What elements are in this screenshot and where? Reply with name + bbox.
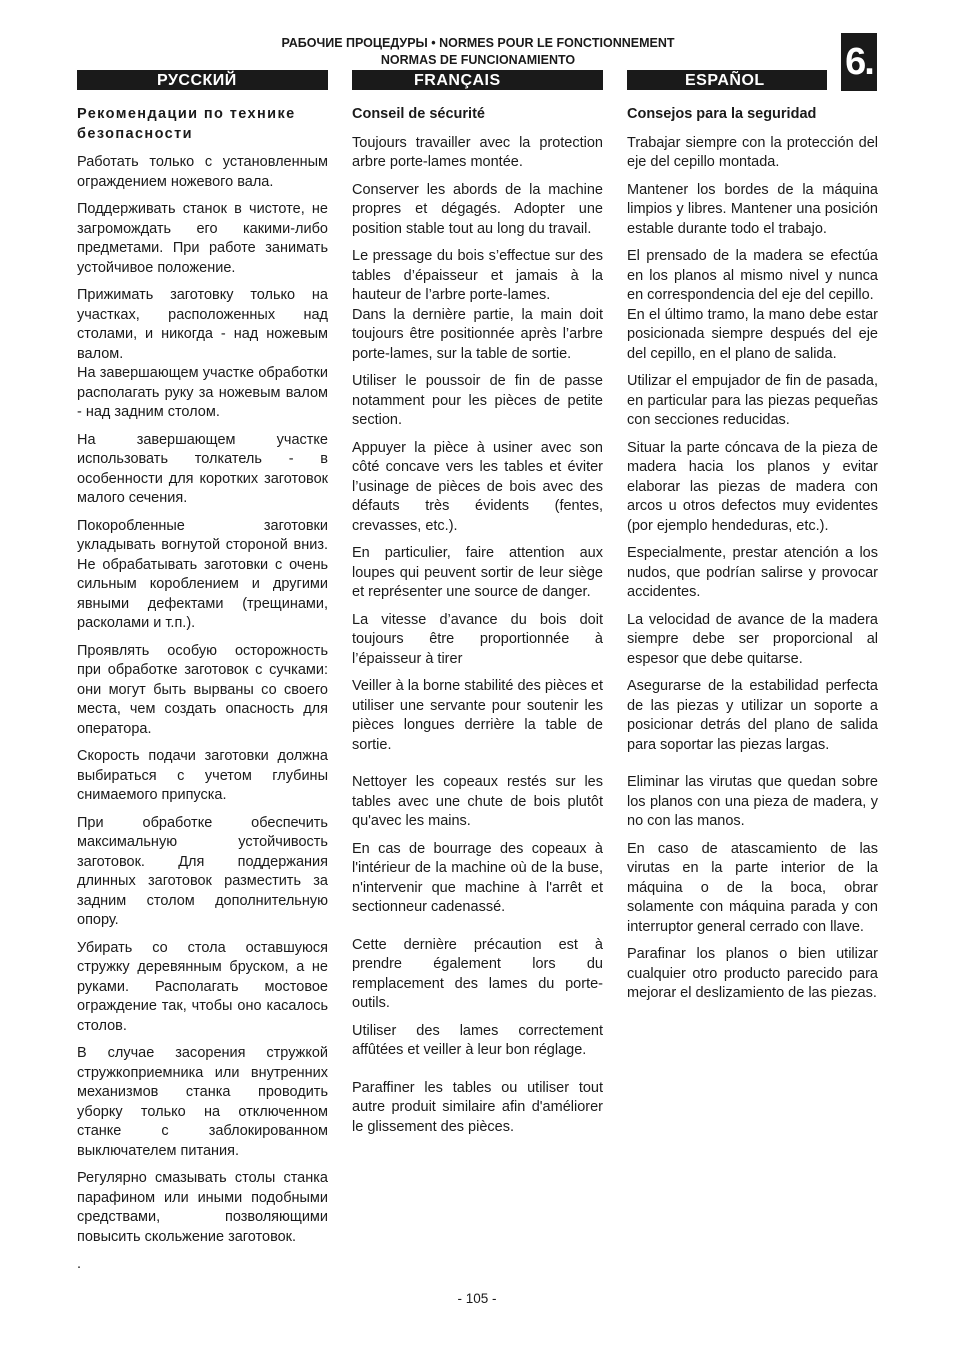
- chapter-number-tab: 6.: [841, 33, 877, 91]
- paragraph: Trabajar siempre con la protección del eje del cepillo montada.: [627, 134, 878, 170]
- paragraph: Mantener los bordes de la máquina limpios y libres. Mantener una posición estable durante todo el trabajo.: [627, 181, 878, 237]
- paragraph: Eliminar las virutas que quedan sobre los planos con una pieza de madera, y no con las manos.: [627, 774, 878, 829]
- paragraph: Работать только с установленным ограждением ножевого вала.: [77, 154, 328, 190]
- paragraph: Прижимать заготовку только на участках, расположенных над столами, и никогда - над ножевым валом. На завершающем участке обработки располагать руку за ножевым валом - над задним столом.: [77, 287, 328, 420]
- paragraph: Appuyer la pièce à usiner avec son côté concave vers les tables et éviter l’usinage de pièces de bois avec des défauts très évidents (fentes, crevasses, etc.).: [352, 439, 603, 534]
- column-french: [352, 70, 603, 1145]
- page-number: - 105 -: [457, 1291, 497, 1306]
- header-line-1: РАБОЧИЕ ПРОЦЕДУРЫ • NORMES POUR LE FONCTIONNEMENT: [281, 36, 675, 50]
- paragraph: Поддерживать станок в чистоте, не загромождать его какими-либо предметами. При работе занимать устойчивое положение.: [77, 201, 328, 276]
- paragraph: Скорость подачи заготовки должна выбираться с учетом глубины снимаемого припуска.: [77, 748, 328, 803]
- paragraph: На завершающем участке использовать толкатель - в особенности для коротких заготовок малого сечения.: [77, 431, 328, 506]
- paragraph: En cas de bourrage des copeaux à l'intérieur de la machine où de la buse, n'intervenir que machine à l'arrêt et sectionneur cadenassé.: [352, 840, 603, 915]
- paragraph: Регулярно смазывать столы станка парафином или иными подобными средствами, позволяющими повысить скольжение заготовок.: [77, 1170, 328, 1245]
- paragraph: Utiliser le poussoir de fin de passe notamment pour les pièces de petite section.: [352, 373, 603, 428]
- paragraph: Asegurarse de la estabilidad perfecta de las piezas y utilizar un soporte a posicionar detrás del plano de salida para soportar las piezas largas.: [627, 678, 878, 753]
- column-spanish: [627, 70, 878, 1012]
- paragraph: Toujours travailler avec la protection arbre porte-lames montée.: [352, 134, 603, 170]
- page-header: [200, 35, 756, 69]
- paragraph: Проявлять особую осторожность при обработке заготовок с сучками: они могут быть вырваны со своего места, чем создать опасность для оператора.: [77, 642, 328, 737]
- paragraph: La vitesse d’avance du bois doit toujours être proportionnée à l’épaisseur à tirer: [352, 611, 603, 667]
- paragraph: При обработке обеспечить максимальную устойчивость заготовок. Для поддержания длинных заготовок разместить за задним столом дополнительную опору.: [77, 814, 328, 928]
- paragraph: En caso de atascamiento de las virutas en la parte interior de la máquina o de la boca, obrar solamente con máquina parada y con interruptor general cerrado con llave.: [627, 840, 878, 935]
- paragraph: Parafinar los planos o bien utilizar cualquier otro producto parecido para mejorar el deslizamiento de las piezas.: [627, 946, 878, 1001]
- column-russian: [77, 70, 328, 1283]
- paragraph: Situar la parte cóncava de la pieza de madera hacia los planos y evitar elaborar las piezas de madera con arcos u otros defectos muy evidentes (por ejemplo hendeduras, etc.).: [627, 439, 878, 534]
- paragraph: La velocidad de avance de la madera siempre debe ser proporcional al espesor que debe quitarse.: [627, 611, 878, 667]
- language-bar-russian: РУССКИЙ: [77, 70, 328, 90]
- paragraph: Убирать со стола оставшуюся стружку деревянным бруском, а не руками. Располагать мостовое ограждение так, чтобы оно касалось столов.: [77, 939, 328, 1034]
- section-title-russian: Рекомендации по технике безопасности: [77, 106, 296, 142]
- language-bar-spanish: ESPAÑOL: [627, 70, 827, 90]
- paragraph: Cette dernière précaution est à prendre également lors du remplacement des lames du porte-outils.: [352, 936, 603, 1011]
- header-line-2: NORMAS DE FUNCIONAMIENTO: [380, 53, 576, 67]
- paragraph: Nettoyer les copeaux restés sur les tables avec une chute de bois plutôt qu'avec les mains.: [352, 774, 603, 829]
- section-title-spanish: Consejos para la seguridad: [627, 106, 817, 122]
- paragraph: Especialmente, prestar atención a los nudos, que podrían salirse y provocar accidentes.: [627, 545, 878, 600]
- paragraph: Conserver les abords de la machine propres et dégagés. Adopter une position stable tout au long du travail.: [352, 181, 603, 237]
- language-bar-french: FRANÇAIS: [352, 70, 603, 90]
- paragraph: .: [77, 1256, 82, 1272]
- paragraph: Paraffiner les tables ou utiliser tout autre produit similaire afin d'améliorer le glissement des pièces.: [352, 1079, 603, 1135]
- paragraph: Покоробленные заготовки укладывать вогнутой стороной вниз. Не обрабатывать заготовки с очень сильным короблением и другими явными дефектами (трещинами, расколами и т.п.).: [77, 517, 328, 631]
- section-title-french: Conseil de sécurité: [352, 106, 485, 122]
- paragraph: Le pressage du bois s’effectue sur des tables d’épaisseur et jamais à la hauteur de l’arbre porte-lames. Dans la dernière partie, la main doit toujours être positionnée après l’arbre porte-lames, sur la table de sortie.: [352, 248, 603, 362]
- paragraph: El prensado de la madera se efectúa en los planos al mismo nivel y nunca en correspondencia del eje del cepillo. En el último tramo, la mano debe estar posicionada siempre después del eje del cepillo, en el plano de salida.: [627, 248, 878, 362]
- paragraph: Utilizar el empujador de fin de pasada, en particular para las piezas pequeñas con secciones reducidas.: [627, 373, 878, 428]
- paragraph: В случае засорения стружкой стружкоприемника или внутренних механизмов станка проводить уборку только на отключенном станке с заблокированном выключателем питания.: [77, 1045, 328, 1159]
- paragraph: Veiller à la borne stabilité des pièces et utiliser une servante pour soutenir les pièces longues derrière la table de sortie.: [352, 678, 603, 753]
- paragraph: En particulier, faire attention aux loupes qui peuvent sortir de leur siège et représenter une source de danger.: [352, 545, 603, 600]
- paragraph: Utiliser des lames correctement affûtées et veiller à leur bon réglage.: [352, 1022, 603, 1058]
